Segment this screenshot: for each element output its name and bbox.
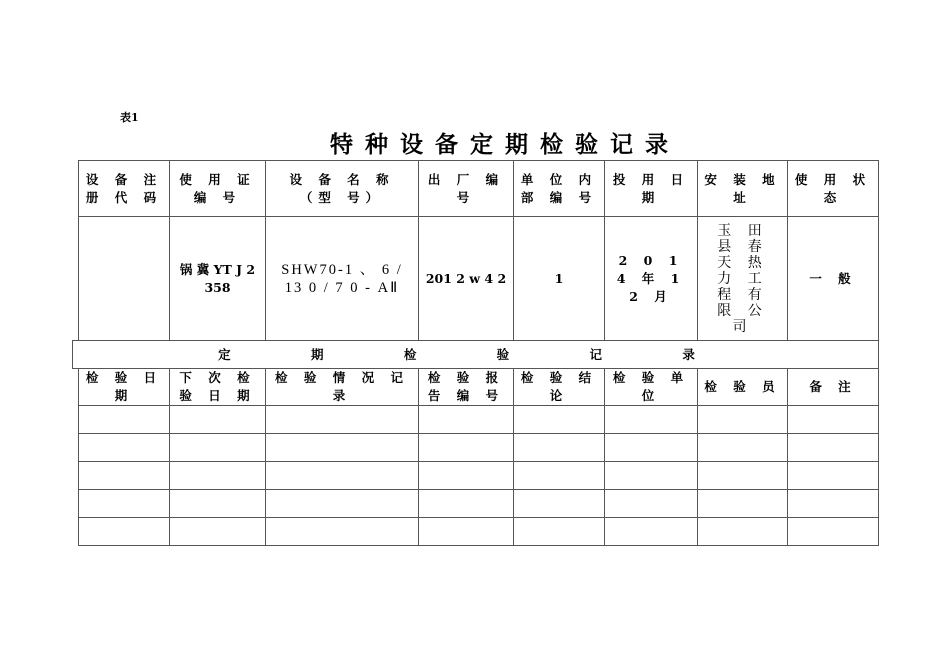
table-row: [79, 462, 879, 490]
table-cell[interactable]: [266, 462, 419, 490]
equipment-header-row: [79, 161, 879, 217]
table-cell[interactable]: [419, 518, 514, 546]
table-cell[interactable]: [170, 406, 266, 434]
table-cell[interactable]: [605, 406, 698, 434]
commission-date-value: 2 0 1 4 年 1 2 月: [605, 217, 698, 341]
table-cell[interactable]: [698, 490, 788, 518]
table-cell[interactable]: [698, 462, 788, 490]
table-cell[interactable]: [266, 406, 419, 434]
equipment-model-value: SHW70-1 、 6 / 13 0 / 7 0 - AⅡ: [266, 217, 419, 341]
header-inspection-unit: 检 验 单 位: [605, 369, 698, 406]
table-row: [79, 406, 879, 434]
table-cell[interactable]: [79, 434, 170, 462]
registration-code-value: [79, 217, 170, 341]
table-cell[interactable]: [788, 490, 879, 518]
table-cell[interactable]: [170, 462, 266, 490]
table-row: [79, 518, 879, 546]
table-cell[interactable]: [788, 434, 879, 462]
table-cell[interactable]: [605, 434, 698, 462]
header-commission-date: 投 用 日 期: [605, 161, 698, 217]
table-cell[interactable]: [514, 406, 605, 434]
table-cell[interactable]: [79, 406, 170, 434]
header-remarks: 备 注: [788, 369, 879, 406]
table-cell[interactable]: [266, 490, 419, 518]
header-inspection-conclusion: 检 验 结 论: [514, 369, 605, 406]
document-title: 特种设备定期检验记录: [330, 131, 680, 158]
table-cell[interactable]: [788, 462, 879, 490]
table-cell[interactable]: [419, 462, 514, 490]
header-inspection-date: 检 验 日 期: [79, 369, 170, 406]
table-cell[interactable]: [79, 490, 170, 518]
header-inspector: 检 验 员: [698, 369, 788, 406]
table-row: [79, 490, 879, 518]
table-cell[interactable]: [514, 462, 605, 490]
table-cell[interactable]: [419, 406, 514, 434]
table-cell[interactable]: [79, 518, 170, 546]
header-inspection-record: 检 验 情 况 记 录: [266, 369, 419, 406]
table-cell[interactable]: [266, 434, 419, 462]
table-cell[interactable]: [79, 462, 170, 490]
table-cell[interactable]: [514, 518, 605, 546]
table-cell[interactable]: [419, 434, 514, 462]
inspection-header-row: [79, 369, 879, 406]
table-cell[interactable]: [514, 434, 605, 462]
section-title-bar: 定 期 检 验 记 录: [72, 340, 879, 369]
table-label: 表1: [120, 111, 139, 124]
header-internal-number: 单 位 内 部 编 号: [514, 161, 605, 217]
table-cell[interactable]: [788, 406, 879, 434]
header-certificate-number: 使 用 证 编 号: [170, 161, 266, 217]
usage-status-value: 一 般: [788, 217, 879, 341]
equipment-data-row: [79, 217, 879, 341]
header-equipment-name: 设 备 名 称 （型 号）: [266, 161, 419, 217]
header-factory-number: 出 厂 编 号: [419, 161, 514, 217]
table-cell[interactable]: [170, 490, 266, 518]
header-registration-code: 设 备 注 册 代 码: [79, 161, 170, 217]
table-cell[interactable]: [170, 434, 266, 462]
header-install-address: 安 装 地 址: [698, 161, 788, 217]
header-next-inspection-date: 下 次 检 验 日 期: [170, 369, 266, 406]
table-cell[interactable]: [698, 518, 788, 546]
certificate-number-value: 锅 冀 YT J 2 358: [170, 217, 266, 341]
table-cell[interactable]: [419, 490, 514, 518]
table-cell[interactable]: [266, 518, 419, 546]
table-row: [79, 434, 879, 462]
table-cell[interactable]: [514, 490, 605, 518]
table-cell[interactable]: [698, 406, 788, 434]
header-usage-status: 使 用 状 态: [788, 161, 879, 217]
table-cell[interactable]: [170, 518, 266, 546]
internal-number-value: 1: [514, 217, 605, 341]
factory-number-value: 201 2 w 4 2: [419, 217, 514, 341]
table-cell[interactable]: [788, 518, 879, 546]
header-report-number: 检 验 报 告 编 号: [419, 369, 514, 406]
table-cell[interactable]: [698, 434, 788, 462]
install-address-value: 玉 田 县 春 天 热 力 工 程 有 限 公 司: [698, 217, 788, 341]
table-cell[interactable]: [605, 462, 698, 490]
table-cell[interactable]: [605, 490, 698, 518]
table-cell[interactable]: [605, 518, 698, 546]
